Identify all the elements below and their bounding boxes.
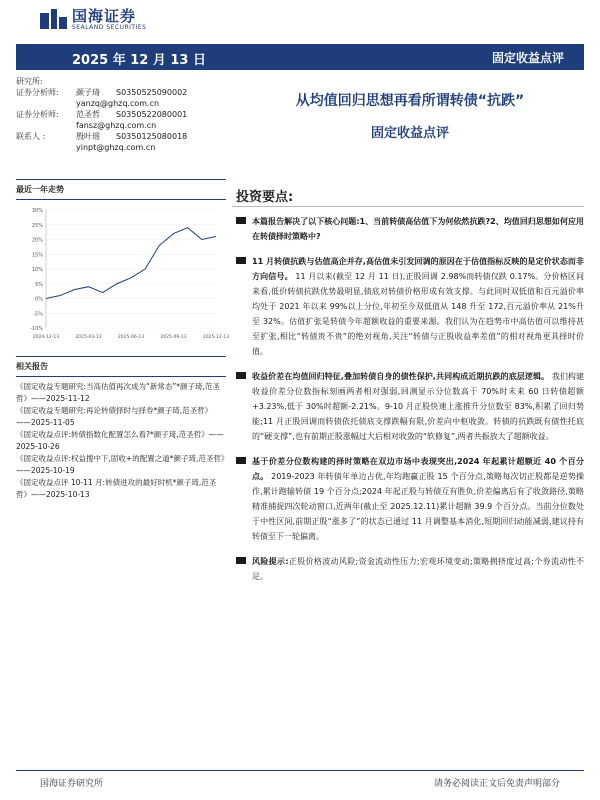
bullet-marker <box>236 257 246 264</box>
y-tick-label: 25% <box>31 222 43 229</box>
y-tick-label: 15% <box>31 252 43 259</box>
bullet-bold: 收益价差在均值回归特征,叠加转债自身的债性保护,共同构成近期抗跌的底层逻辑。 <box>252 372 550 381</box>
analyst-role: 证券分析师: <box>16 88 59 97</box>
x-tick-label: 2025-09-13 <box>160 335 187 340</box>
logo-icon <box>40 9 68 31</box>
bullet-bold: 本篇报告解决了以下核心问题:1、当前转债高估值下为何依然抗跌?2、均值回归思想如何应用在转债择时策略中? <box>252 217 584 241</box>
bullet-marker <box>236 557 246 564</box>
bullet-item <box>236 254 584 359</box>
footer-divider <box>16 770 584 771</box>
logo-name-cn: 国海证券 <box>72 7 137 25</box>
analyst-name: 颜子琦 <box>76 88 100 97</box>
x-tick-label: 2025-06-13 <box>117 335 145 340</box>
related-report-link[interactable]: 《固定收益点评:权益搜中下,固收+的配置之道*颜子琦,范圣哲》——2025-10-19 <box>16 454 225 475</box>
left-column <box>16 76 230 501</box>
related-list <box>16 381 226 501</box>
analyst-name: 范圣哲 <box>76 110 100 119</box>
analyst-entry <box>16 131 226 153</box>
analyst-block <box>16 76 226 153</box>
bullet-bold: 基于价差分位数构建的择时策略在双边市场中表现突出,2024 年起累计超额近 40 个百分点。 <box>252 457 584 481</box>
y-tick-label: -5% <box>33 311 43 318</box>
report-date: 2025 年 12 月 13 日 <box>72 53 206 68</box>
analyst-code: S0350125080018 <box>116 132 188 141</box>
analyst-code: S0350525090002 <box>116 88 188 97</box>
bullet-item <box>236 554 584 584</box>
y-tick-label: 5% <box>35 281 43 288</box>
report-category: 固定收益点评 <box>491 51 564 65</box>
y-tick-label: -10% <box>30 326 43 332</box>
series-line <box>46 228 216 299</box>
bullet-marker <box>236 217 246 224</box>
x-tick-label: 2025-12-13 <box>202 335 230 340</box>
analyst-name: 殷叶瑶 <box>76 132 100 141</box>
investment-title: 投资要点: <box>236 190 294 205</box>
trend-chart <box>16 200 230 350</box>
y-tick-label: 0% <box>35 296 43 303</box>
footer-institute: 国海证券研究所 <box>40 779 104 789</box>
x-tick-label: 2025-03-13 <box>75 335 102 340</box>
analyst-title: 研究所: <box>16 77 43 86</box>
title-area <box>236 76 584 141</box>
analyst-email[interactable]: fansz@ghzq.com.cn <box>76 121 157 130</box>
bullet-item <box>236 214 584 244</box>
analyst-code: S0350522080001 <box>116 110 188 119</box>
bullet-text: 2019-2023 年转债年单边占优,年均跑赢正股 15 个百分点,策略每次切正股都是逆势操作,累计跑输转债 19 个百分点;2024 年起正股与转债互有胜负,价差偏离后有了收敛路径,策略精准捕捉四次轮动窗口,近两年(截止至 2025.12.11)累计超额 39.9 个百分点。当前分位数处于中性区间,前期正股“涨多了”的状态已通过 11 月调整基本消化,短期回归动能减弱,建议持有转债至下一轮偏离。 <box>252 472 585 541</box>
bullet-bold: 风险提示: <box>252 557 289 566</box>
analyst-entry <box>16 109 226 131</box>
report-title: 从均值回归思想再看所谓转债“抗跌” <box>295 93 525 109</box>
bullet-text: 正股价格波动风险;资金流动性压力;宏观环境变动;策略拥挤度过高;个券流动性不足。 <box>252 557 585 581</box>
report-subtitle: 固定收益点评 <box>370 126 449 141</box>
related-title: 相关报告 <box>16 362 48 371</box>
related-report-link[interactable]: 《固定收益专题研究:当高估值再次成为“新常态”*颜子琦,范圣哲》——2025-11-12 <box>16 382 220 403</box>
y-tick-label: 20% <box>31 237 43 244</box>
analyst-email[interactable]: yinpt@ghzq.com.cn <box>76 143 156 152</box>
trend-chart-svg <box>16 200 230 350</box>
related-report-link[interactable]: 《固定收益点评:转债指数化配置怎么看?*颜子琦,范圣哲》——2025-10-26 <box>16 430 224 451</box>
header-banner <box>16 44 584 70</box>
bullet-marker <box>236 372 246 379</box>
divider <box>16 376 226 377</box>
bullet-text: 我们构建收益价差分位数指标刻画两者相对强弱,回测显示分位数高于 70%时未来 60 日转债超额+3.23%,低于 30%时超额-2.21%。9-10 月正股快速上涨推升分位数至 83%,积累了回归势能;11 月正股回调而转债依托债底支撑跌幅有限,价差向中枢收敛。转债的抗跌既有债性托底的“硬支撑”,也有前期正股涨幅过大后相对收敛的“软修复”,两者共振放大了超额收益。 <box>252 372 585 441</box>
investment-bullets <box>236 214 584 594</box>
analyst-role: 联系人 : <box>16 132 46 141</box>
y-tick-label: 10% <box>31 267 43 273</box>
footer-disclaimer: 请务必阅读正文后免责声明部分 <box>433 779 560 789</box>
analyst-role: 证券分析师: <box>16 110 59 119</box>
x-tick-label: 2024-12-13 <box>32 335 60 340</box>
related-report-link[interactable]: 《固定收益专题研究:再论转债择时与择券*颜子琦,范圣哲》——2025-11-05 <box>16 406 213 427</box>
company-logo <box>40 8 146 32</box>
trend-title: 最近一年走势 <box>16 185 64 194</box>
bullet-marker <box>236 457 246 464</box>
analyst-entry <box>16 87 226 109</box>
analyst-email[interactable]: yanzq@ghzq.com.cn <box>76 99 160 108</box>
related-report-link[interactable]: 《固定收益点评 10-11 月:转债进攻的最好时机*颜子琦,范圣哲》——2025-10-13 <box>16 478 217 499</box>
divider <box>232 206 584 207</box>
bullet-bold: 11 月转债抗跌与估值高企并存,高估值未引发回调的原因在于估值指标反映的是定价状态而非方向信号。 <box>252 257 584 281</box>
bullet-item <box>236 369 584 444</box>
y-tick-label: 30% <box>31 208 43 214</box>
logo-name-en: SEALAND SECURITIES <box>72 24 147 31</box>
bullet-item <box>236 454 584 544</box>
bullet-text: 11 月以来(截至 12 月 11 日),正股回调 2.98%而转债仅跌 0.17%。分价格区间来看,低价转债抗跌优势最明显,债底对转债价格形成有效支撑。与此同时双低值和百元溢价率均处于 2021 年以来 99%以上分位,年初至今双低值从 148 升至 172,百元溢价率从 21%升至 32%。估值扩张是转债今年超额收益的重要来源。我们认为在趋势市中高估值可以维持甚至扩张,相比“转债贵不贵”的绝对视角,关注“转债与正股收益率差值”的相对视角更具择时价值。 <box>252 272 585 356</box>
